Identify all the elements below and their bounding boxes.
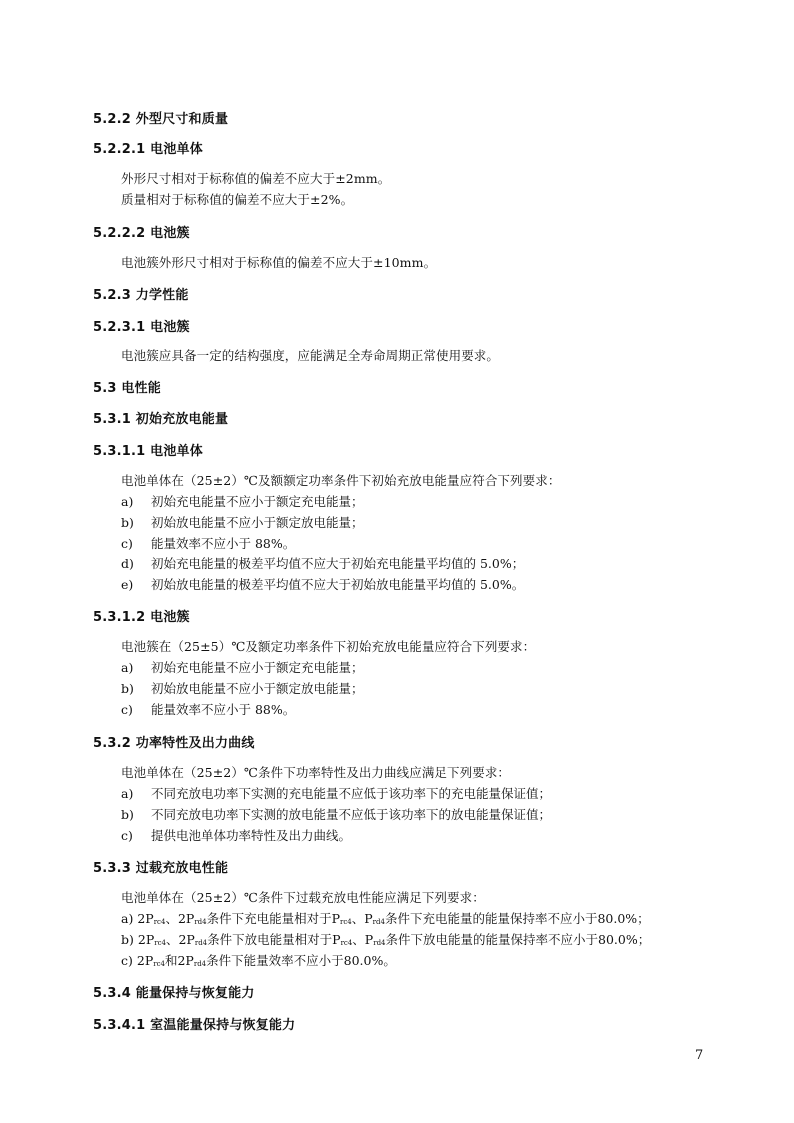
heading-5-3-1: 5.3.1 初始充放电能量: [93, 412, 229, 427]
list-text: 2P: [136, 953, 154, 968]
list-text: 条件下能量效率不应小于80.0%。: [206, 953, 396, 968]
list-marker: b): [121, 515, 134, 530]
heading-5-2-2-2: 5.2.2.2 电池簇: [93, 226, 190, 241]
list-text: 提供电池单体功率特性及出力曲线。: [151, 828, 352, 843]
list-marker: c): [121, 702, 133, 717]
list-text: 初始充电能量不应小于额定充电能量；: [151, 660, 364, 675]
list-text: 初始放电能量的极差平均值不应大于初始放电能量平均值的 5.0%。: [151, 577, 525, 592]
list-item: [121, 930, 650, 948]
list-marker: b): [121, 681, 134, 696]
paragraph: 电池单体在（25±2）℃条件下过载充放电性能应满足下列要求：: [121, 890, 485, 905]
list-marker: c): [121, 828, 133, 843]
list-text: 2P: [137, 932, 155, 947]
list-text: 条件下放电能量相对于P: [207, 932, 341, 947]
list-item: [121, 826, 351, 844]
list-marker: a): [121, 660, 134, 675]
list-item: [121, 951, 396, 969]
list-marker: b): [121, 807, 134, 822]
list-marker: a): [121, 786, 134, 801]
list-text: 不同充放电功率下实测的放电能量不应低于该功率下的放电能量保证值；: [151, 807, 552, 822]
heading-5-3-4: 5.3.4 能量保持与恢复能力: [93, 986, 255, 1001]
paragraph: 电池单体在（25±2）℃及额额定功率条件下初始充放电能量应符合下列要求：: [121, 473, 561, 488]
list-text: 条件下充电能量的能量保持率不应小于80.0%；: [384, 911, 650, 926]
list-marker: c): [121, 953, 133, 968]
list-text: 、2P: [165, 911, 195, 926]
list-item: [121, 534, 295, 552]
list-item: [121, 784, 551, 802]
heading-5-2-3-1: 5.2.3.1 电池簇: [93, 320, 190, 335]
list-item: [121, 805, 551, 823]
heading-5-2-3: 5.2.3 力学性能: [93, 288, 189, 303]
list-text: 、P: [352, 932, 374, 947]
list-text: 初始放电能量不应小于额定放电能量；: [151, 681, 364, 696]
subscript: rc4: [153, 960, 165, 968]
list-marker: a): [121, 494, 134, 509]
list-item: [121, 679, 364, 697]
list-item: [121, 658, 364, 676]
heading-5-2-2: 5.2.2 外型尺寸和质量: [93, 112, 229, 127]
paragraph: 质量相对于标称值的偏差不应大于±2%。: [121, 192, 354, 207]
heading-5-3-3: 5.3.3 过载充放电性能: [93, 861, 229, 876]
list-item: [121, 575, 524, 593]
subscript: rc4: [153, 918, 166, 926]
list-item: [121, 700, 295, 718]
list-text: 和2P: [164, 953, 194, 968]
list-text: 条件下充电能量相对于P: [206, 911, 341, 926]
heading-5-3: 5.3 电性能: [93, 381, 161, 396]
paragraph: 电池簇在（25±5）℃及额定功率条件下初始充放电能量应符合下列要求：: [121, 639, 536, 654]
subscript: rd4: [193, 960, 207, 968]
heading-5-3-1-1: 5.3.1.1 电池单体: [93, 444, 203, 459]
heading-5-3-2: 5.3.2 功率特性及出力曲线: [93, 736, 255, 751]
subscript: rd4: [373, 939, 386, 947]
subscript: rc4: [154, 939, 166, 947]
list-text: 初始充电能量不应小于额定充电能量；: [151, 494, 364, 509]
paragraph: 电池单体在（25±2）℃条件下功率特性及出力曲线应满足下列要求：: [121, 765, 511, 780]
subscript: rd4: [194, 918, 207, 926]
list-text: 能量效率不应小于 88%。: [151, 702, 296, 717]
list-text: 2P: [137, 911, 154, 926]
list-text: 、P: [351, 911, 373, 926]
list-marker: b): [121, 932, 134, 947]
list-item: [121, 513, 364, 531]
list-text: 条件下放电能量的能量保持率不应小于80.0%；: [385, 932, 651, 947]
paragraph: 电池簇应具备一定的结构强度，应能满足全寿命周期正常使用要求。: [121, 348, 500, 363]
page-number: 7: [695, 1048, 704, 1063]
list-text: 、2P: [165, 932, 195, 947]
list-marker: d): [121, 556, 134, 571]
list-marker: a): [121, 911, 134, 926]
list-marker: c): [121, 536, 133, 551]
list-item: [121, 492, 364, 510]
subscript: rd4: [372, 918, 385, 926]
list-item: [121, 909, 650, 927]
heading-5-3-1-2: 5.3.1.2 电池簇: [93, 610, 190, 625]
paragraph: 外形尺寸相对于标称值的偏差不应大于±2mm。: [121, 171, 391, 186]
list-text: 初始充电能量的极差平均值不应大于初始充电能量平均值的 5.0%；: [151, 556, 525, 571]
list-item: [121, 554, 524, 572]
list-text: 初始放电能量不应小于额定放电能量；: [151, 515, 364, 530]
list-text: 能量效率不应小于 88%。: [151, 536, 296, 551]
subscript: rc4: [340, 918, 352, 926]
subscript: rd4: [194, 939, 208, 947]
heading-5-2-2-1: 5.2.2.1 电池单体: [93, 142, 203, 157]
list-marker: e): [121, 577, 134, 592]
list-text: 不同充放电功率下实测的充电能量不应低于该功率下的充电能量保证值；: [151, 786, 552, 801]
heading-5-3-4-1: 5.3.4.1 室温能量保持与恢复能力: [93, 1018, 296, 1033]
subscript: rc4: [340, 939, 353, 947]
paragraph: 电池簇外形尺寸相对于标称值的偏差不应大于±10mm。: [121, 255, 437, 270]
